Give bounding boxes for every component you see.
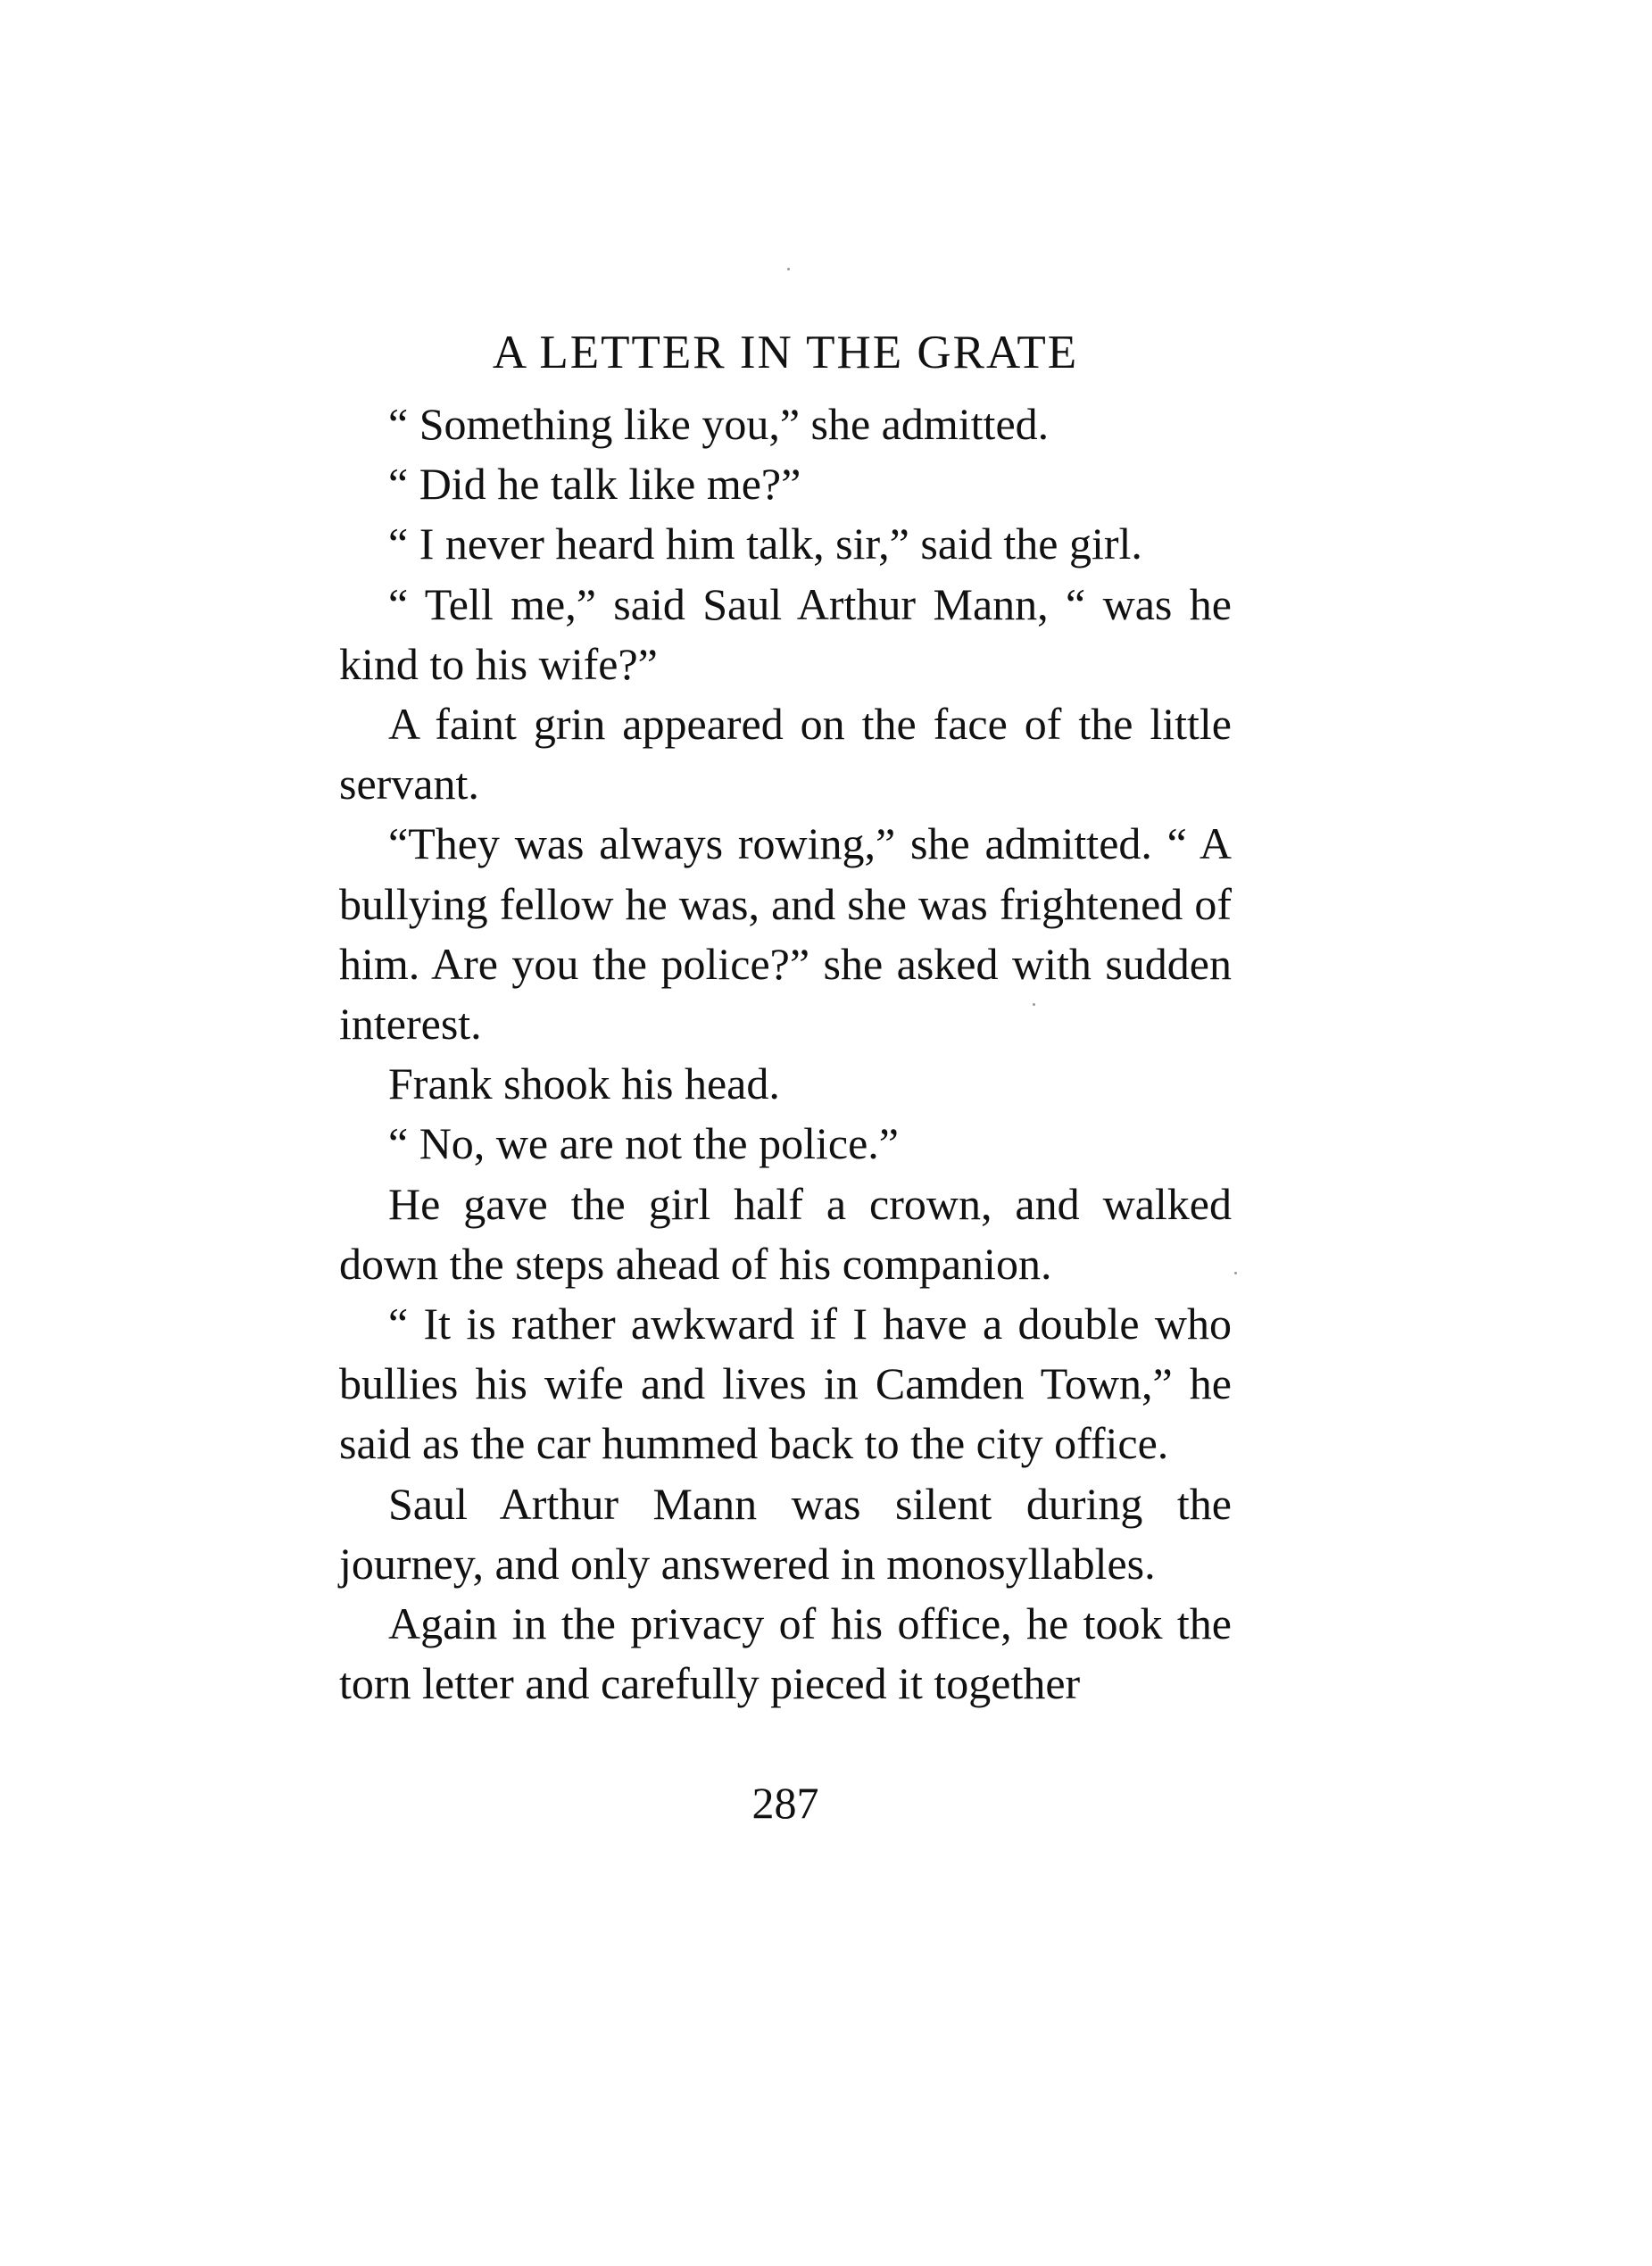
page-number: 287 <box>751 1778 819 1828</box>
paragraph: “ I never heard him talk, sir,” said the girl. <box>388 519 1142 569</box>
paragraph: “ Did he talk like me?” <box>388 459 801 510</box>
paragraph: “ Something like you,” she admitted. <box>388 399 1050 449</box>
paragraph: Frank shook his head. <box>388 1058 780 1109</box>
paragraph: Saul Arthur Mann was silent during the journey, and only answered in monosyllables. <box>339 1478 1232 1589</box>
paragraph: “They was always rowing,” she admitted. “ A bullying fellow he was, and she was frightened of him. Are you the police?” she asked with sudden interest. <box>339 818 1232 1050</box>
paragraph: Again in the privacy of his office, he took the torn letter and carefully pieced it together <box>339 1598 1232 1709</box>
running-head: A LETTER IN THE GRATE <box>492 327 1079 378</box>
body-text <box>339 394 1232 1714</box>
paper-speck <box>1234 1272 1237 1274</box>
paragraph: He gave the girl half a crown, and walked down the steps ahead of his companion. <box>339 1178 1232 1289</box>
paragraph: A faint grin appeared on the face of the little servant. <box>339 699 1232 809</box>
paragraph: “ Tell me,” said Saul Arthur Mann, “ was he kind to his wife?” <box>339 578 1232 689</box>
paper-speck <box>1033 1003 1035 1006</box>
paper-speck <box>787 268 790 270</box>
paragraph: “ No, we are not the police.” <box>388 1118 899 1169</box>
paragraph: “ It is rather awkward if I have a double who bullies his wife and lives in Camden Town,” he said as the car hummed back to the city office. <box>339 1299 1232 1469</box>
